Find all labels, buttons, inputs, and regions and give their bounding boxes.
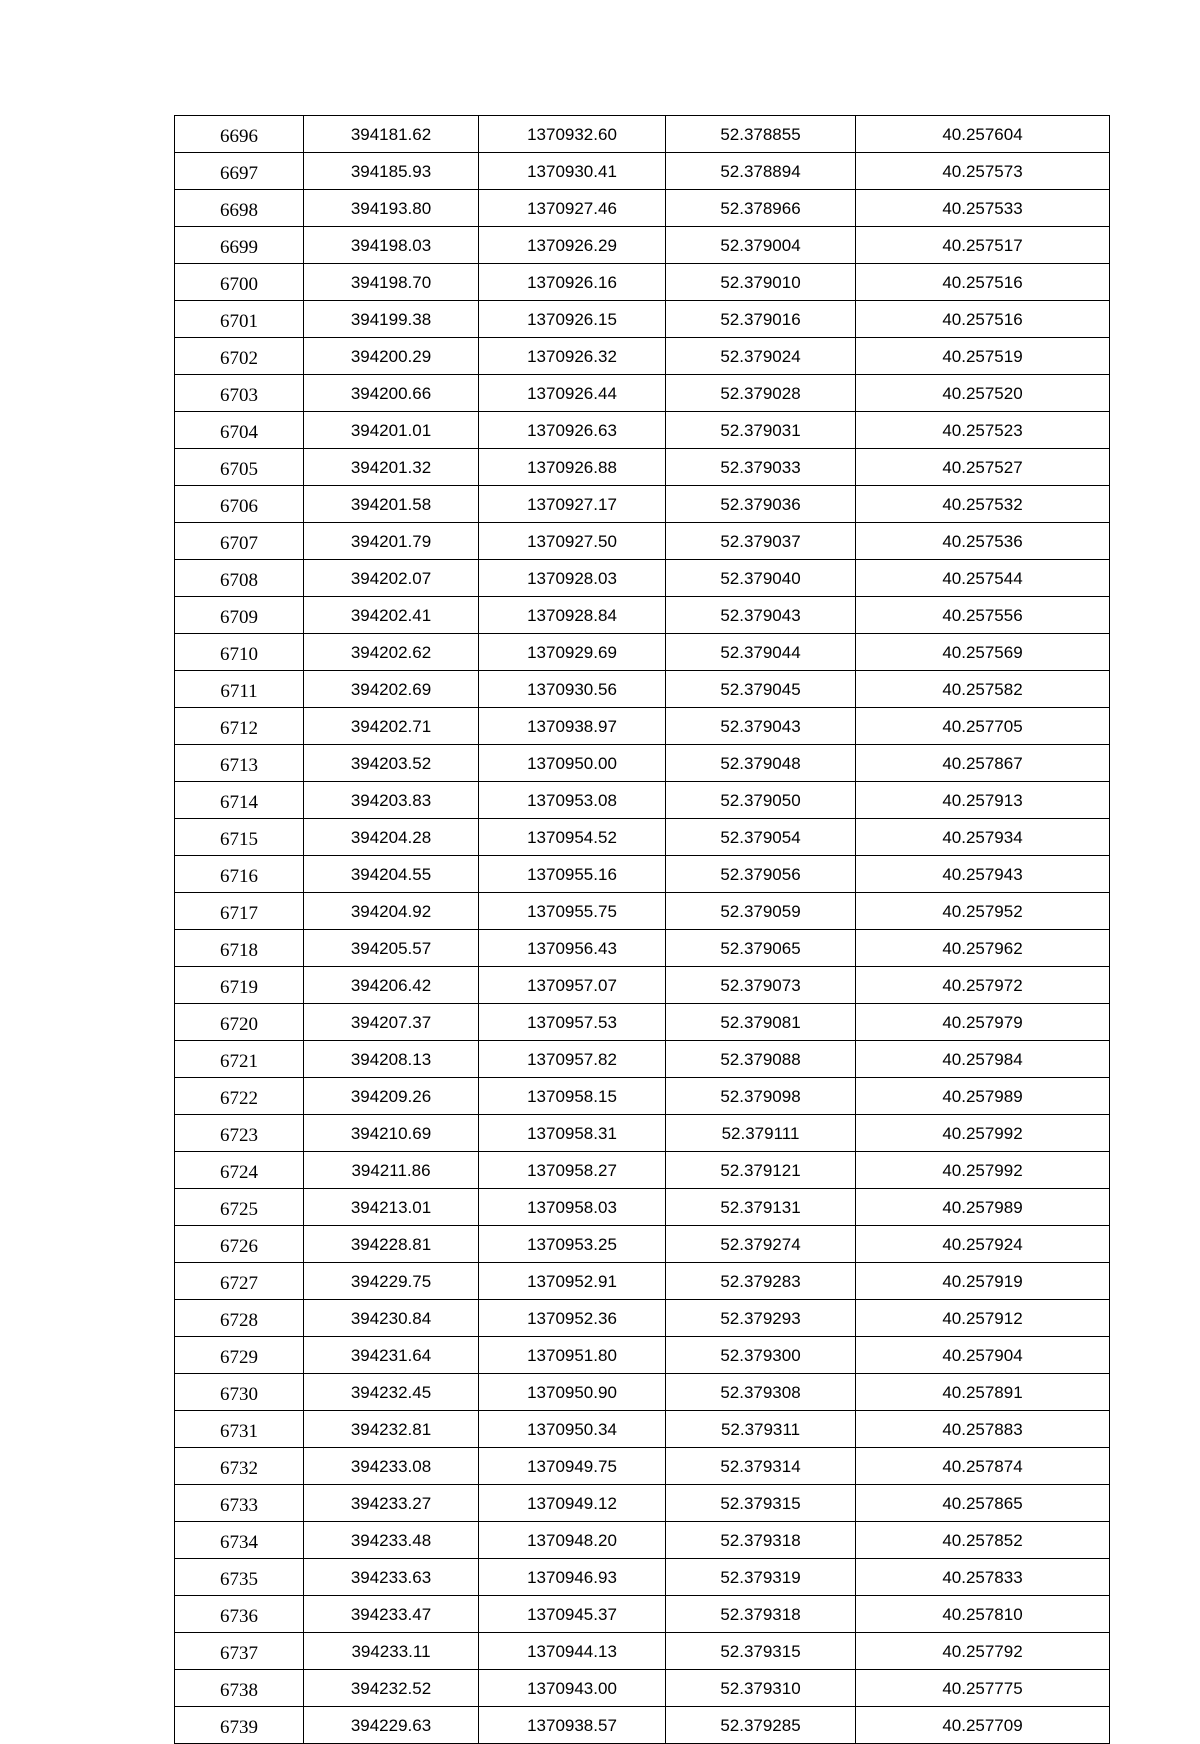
table-row: [175, 1448, 1110, 1485]
latitude-cell: 52.379300: [666, 1337, 856, 1374]
x-coordinate-cell: 394232.52: [304, 1670, 479, 1707]
longitude-cell: 40.257891: [856, 1374, 1110, 1411]
longitude-cell: 40.257962: [856, 930, 1110, 967]
latitude-cell: 52.379274: [666, 1226, 856, 1263]
x-coordinate-cell: 394202.07: [304, 560, 479, 597]
x-coordinate-cell: 394193.80: [304, 190, 479, 227]
point-number-cell: 6705: [175, 449, 304, 486]
latitude-cell: 52.379059: [666, 893, 856, 930]
table-row: [175, 375, 1110, 412]
longitude-cell: 40.257573: [856, 153, 1110, 190]
longitude-cell: 40.257517: [856, 227, 1110, 264]
table-row: [175, 1152, 1110, 1189]
y-coordinate-cell: 1370953.25: [479, 1226, 666, 1263]
point-number-cell: 6722: [175, 1078, 304, 1115]
table-row: [175, 1559, 1110, 1596]
table-row: [175, 1263, 1110, 1300]
longitude-cell: 40.257582: [856, 671, 1110, 708]
point-number-cell: 6706: [175, 486, 304, 523]
latitude-cell: 52.379111: [666, 1115, 856, 1152]
y-coordinate-cell: 1370949.75: [479, 1448, 666, 1485]
table-row: [175, 301, 1110, 338]
longitude-cell: 40.257943: [856, 856, 1110, 893]
point-number-cell: 6711: [175, 671, 304, 708]
y-coordinate-cell: 1370926.29: [479, 227, 666, 264]
longitude-cell: 40.257792: [856, 1633, 1110, 1670]
x-coordinate-cell: 394202.71: [304, 708, 479, 745]
table-row: [175, 1670, 1110, 1707]
longitude-cell: 40.257934: [856, 819, 1110, 856]
table-row: [175, 486, 1110, 523]
table-row: [175, 1337, 1110, 1374]
point-number-cell: 6703: [175, 375, 304, 412]
table-row: [175, 1411, 1110, 1448]
table-row: [175, 745, 1110, 782]
table-row: [175, 1300, 1110, 1337]
latitude-cell: 52.379285: [666, 1707, 856, 1744]
point-number-cell: 6736: [175, 1596, 304, 1633]
longitude-cell: 40.257544: [856, 560, 1110, 597]
point-number-cell: 6734: [175, 1522, 304, 1559]
latitude-cell: 52.379088: [666, 1041, 856, 1078]
point-number-cell: 6713: [175, 745, 304, 782]
longitude-cell: 40.257979: [856, 1004, 1110, 1041]
point-number-cell: 6707: [175, 523, 304, 560]
longitude-cell: 40.257992: [856, 1152, 1110, 1189]
y-coordinate-cell: 1370927.46: [479, 190, 666, 227]
x-coordinate-cell: 394213.01: [304, 1189, 479, 1226]
latitude-cell: 52.379308: [666, 1374, 856, 1411]
longitude-cell: 40.257992: [856, 1115, 1110, 1152]
y-coordinate-cell: 1370948.20: [479, 1522, 666, 1559]
y-coordinate-cell: 1370929.69: [479, 634, 666, 671]
y-coordinate-cell: 1370955.75: [479, 893, 666, 930]
y-coordinate-cell: 1370926.88: [479, 449, 666, 486]
longitude-cell: 40.257709: [856, 1707, 1110, 1744]
table-row: [175, 1485, 1110, 1522]
point-number-cell: 6737: [175, 1633, 304, 1670]
x-coordinate-cell: 394208.13: [304, 1041, 479, 1078]
latitude-cell: 52.379314: [666, 1448, 856, 1485]
coordinates-table: [174, 115, 1110, 1744]
table-row: [175, 523, 1110, 560]
point-number-cell: 6719: [175, 967, 304, 1004]
point-number-cell: 6712: [175, 708, 304, 745]
latitude-cell: 52.379318: [666, 1596, 856, 1633]
longitude-cell: 40.257989: [856, 1189, 1110, 1226]
table-row: [175, 1078, 1110, 1115]
table-row: [175, 560, 1110, 597]
x-coordinate-cell: 394204.28: [304, 819, 479, 856]
table-row: [175, 190, 1110, 227]
y-coordinate-cell: 1370958.15: [479, 1078, 666, 1115]
point-number-cell: 6738: [175, 1670, 304, 1707]
table-body: [175, 116, 1110, 1744]
point-number-cell: 6709: [175, 597, 304, 634]
longitude-cell: 40.257874: [856, 1448, 1110, 1485]
point-number-cell: 6704: [175, 412, 304, 449]
table-row: [175, 856, 1110, 893]
longitude-cell: 40.257556: [856, 597, 1110, 634]
longitude-cell: 40.257984: [856, 1041, 1110, 1078]
x-coordinate-cell: 394203.52: [304, 745, 479, 782]
latitude-cell: 52.379048: [666, 745, 856, 782]
longitude-cell: 40.257516: [856, 264, 1110, 301]
x-coordinate-cell: 394231.64: [304, 1337, 479, 1374]
x-coordinate-cell: 394203.83: [304, 782, 479, 819]
longitude-cell: 40.257536: [856, 523, 1110, 560]
latitude-cell: 52.379036: [666, 486, 856, 523]
point-number-cell: 6730: [175, 1374, 304, 1411]
longitude-cell: 40.257972: [856, 967, 1110, 1004]
y-coordinate-cell: 1370958.31: [479, 1115, 666, 1152]
table-row: [175, 1041, 1110, 1078]
x-coordinate-cell: 394201.01: [304, 412, 479, 449]
point-number-cell: 6729: [175, 1337, 304, 1374]
longitude-cell: 40.257810: [856, 1596, 1110, 1633]
table-row: [175, 1115, 1110, 1152]
point-number-cell: 6723: [175, 1115, 304, 1152]
y-coordinate-cell: 1370950.90: [479, 1374, 666, 1411]
x-coordinate-cell: 394229.75: [304, 1263, 479, 1300]
longitude-cell: 40.257775: [856, 1670, 1110, 1707]
table-row: [175, 1226, 1110, 1263]
x-coordinate-cell: 394198.03: [304, 227, 479, 264]
y-coordinate-cell: 1370952.91: [479, 1263, 666, 1300]
latitude-cell: 52.379310: [666, 1670, 856, 1707]
longitude-cell: 40.257604: [856, 116, 1110, 153]
x-coordinate-cell: 394204.55: [304, 856, 479, 893]
y-coordinate-cell: 1370928.84: [479, 597, 666, 634]
table-row: [175, 412, 1110, 449]
point-number-cell: 6701: [175, 301, 304, 338]
x-coordinate-cell: 394210.69: [304, 1115, 479, 1152]
y-coordinate-cell: 1370926.63: [479, 412, 666, 449]
latitude-cell: 52.379098: [666, 1078, 856, 1115]
latitude-cell: 52.378966: [666, 190, 856, 227]
longitude-cell: 40.257865: [856, 1485, 1110, 1522]
point-number-cell: 6721: [175, 1041, 304, 1078]
latitude-cell: 52.379056: [666, 856, 856, 893]
x-coordinate-cell: 394202.62: [304, 634, 479, 671]
table-row: [175, 671, 1110, 708]
y-coordinate-cell: 1370926.32: [479, 338, 666, 375]
longitude-cell: 40.257533: [856, 190, 1110, 227]
y-coordinate-cell: 1370927.17: [479, 486, 666, 523]
point-number-cell: 6697: [175, 153, 304, 190]
point-number-cell: 6716: [175, 856, 304, 893]
latitude-cell: 52.378855: [666, 116, 856, 153]
longitude-cell: 40.257952: [856, 893, 1110, 930]
table-row: [175, 1004, 1110, 1041]
y-coordinate-cell: 1370938.97: [479, 708, 666, 745]
y-coordinate-cell: 1370956.43: [479, 930, 666, 967]
y-coordinate-cell: 1370932.60: [479, 116, 666, 153]
latitude-cell: 52.379043: [666, 708, 856, 745]
latitude-cell: 52.379037: [666, 523, 856, 560]
latitude-cell: 52.378894: [666, 153, 856, 190]
longitude-cell: 40.257527: [856, 449, 1110, 486]
latitude-cell: 52.379073: [666, 967, 856, 1004]
point-number-cell: 6698: [175, 190, 304, 227]
y-coordinate-cell: 1370926.16: [479, 264, 666, 301]
x-coordinate-cell: 394185.93: [304, 153, 479, 190]
x-coordinate-cell: 394233.27: [304, 1485, 479, 1522]
table-row: [175, 967, 1110, 1004]
x-coordinate-cell: 394205.57: [304, 930, 479, 967]
table-row: [175, 819, 1110, 856]
longitude-cell: 40.257904: [856, 1337, 1110, 1374]
latitude-cell: 52.379318: [666, 1522, 856, 1559]
x-coordinate-cell: 394201.79: [304, 523, 479, 560]
latitude-cell: 52.379004: [666, 227, 856, 264]
y-coordinate-cell: 1370955.16: [479, 856, 666, 893]
x-coordinate-cell: 394209.26: [304, 1078, 479, 1115]
longitude-cell: 40.257883: [856, 1411, 1110, 1448]
point-number-cell: 6731: [175, 1411, 304, 1448]
y-coordinate-cell: 1370946.93: [479, 1559, 666, 1596]
latitude-cell: 52.379043: [666, 597, 856, 634]
table-row: [175, 449, 1110, 486]
longitude-cell: 40.257912: [856, 1300, 1110, 1337]
x-coordinate-cell: 394202.41: [304, 597, 479, 634]
y-coordinate-cell: 1370928.03: [479, 560, 666, 597]
latitude-cell: 52.379065: [666, 930, 856, 967]
y-coordinate-cell: 1370938.57: [479, 1707, 666, 1744]
latitude-cell: 52.379031: [666, 412, 856, 449]
x-coordinate-cell: 394229.63: [304, 1707, 479, 1744]
y-coordinate-cell: 1370927.50: [479, 523, 666, 560]
longitude-cell: 40.257516: [856, 301, 1110, 338]
x-coordinate-cell: 394201.58: [304, 486, 479, 523]
x-coordinate-cell: 394200.29: [304, 338, 479, 375]
y-coordinate-cell: 1370950.00: [479, 745, 666, 782]
x-coordinate-cell: 394233.08: [304, 1448, 479, 1485]
table-row: [175, 1189, 1110, 1226]
point-number-cell: 6733: [175, 1485, 304, 1522]
latitude-cell: 52.379283: [666, 1263, 856, 1300]
latitude-cell: 52.379044: [666, 634, 856, 671]
table-row: [175, 1522, 1110, 1559]
point-number-cell: 6699: [175, 227, 304, 264]
latitude-cell: 52.379081: [666, 1004, 856, 1041]
longitude-cell: 40.257532: [856, 486, 1110, 523]
table-row: [175, 227, 1110, 264]
y-coordinate-cell: 1370950.34: [479, 1411, 666, 1448]
latitude-cell: 52.379045: [666, 671, 856, 708]
y-coordinate-cell: 1370953.08: [479, 782, 666, 819]
longitude-cell: 40.257569: [856, 634, 1110, 671]
longitude-cell: 40.257867: [856, 745, 1110, 782]
y-coordinate-cell: 1370954.52: [479, 819, 666, 856]
latitude-cell: 52.379315: [666, 1633, 856, 1670]
latitude-cell: 52.379054: [666, 819, 856, 856]
latitude-cell: 52.379024: [666, 338, 856, 375]
latitude-cell: 52.379040: [666, 560, 856, 597]
y-coordinate-cell: 1370952.36: [479, 1300, 666, 1337]
latitude-cell: 52.379033: [666, 449, 856, 486]
point-number-cell: 6739: [175, 1707, 304, 1744]
x-coordinate-cell: 394211.86: [304, 1152, 479, 1189]
latitude-cell: 52.379131: [666, 1189, 856, 1226]
longitude-cell: 40.257919: [856, 1263, 1110, 1300]
table-row: [175, 597, 1110, 634]
point-number-cell: 6727: [175, 1263, 304, 1300]
table-row: [175, 153, 1110, 190]
latitude-cell: 52.379028: [666, 375, 856, 412]
y-coordinate-cell: 1370930.56: [479, 671, 666, 708]
y-coordinate-cell: 1370930.41: [479, 153, 666, 190]
x-coordinate-cell: 394232.81: [304, 1411, 479, 1448]
point-number-cell: 6718: [175, 930, 304, 967]
x-coordinate-cell: 394200.66: [304, 375, 479, 412]
table-row: [175, 1596, 1110, 1633]
point-number-cell: 6696: [175, 116, 304, 153]
y-coordinate-cell: 1370958.27: [479, 1152, 666, 1189]
x-coordinate-cell: 394207.37: [304, 1004, 479, 1041]
point-number-cell: 6714: [175, 782, 304, 819]
y-coordinate-cell: 1370944.13: [479, 1633, 666, 1670]
y-coordinate-cell: 1370951.80: [479, 1337, 666, 1374]
y-coordinate-cell: 1370957.82: [479, 1041, 666, 1078]
point-number-cell: 6735: [175, 1559, 304, 1596]
longitude-cell: 40.257705: [856, 708, 1110, 745]
y-coordinate-cell: 1370926.15: [479, 301, 666, 338]
longitude-cell: 40.257833: [856, 1559, 1110, 1596]
point-number-cell: 6724: [175, 1152, 304, 1189]
table-row: [175, 116, 1110, 153]
point-number-cell: 6720: [175, 1004, 304, 1041]
longitude-cell: 40.257924: [856, 1226, 1110, 1263]
x-coordinate-cell: 394233.47: [304, 1596, 479, 1633]
point-number-cell: 6708: [175, 560, 304, 597]
y-coordinate-cell: 1370957.53: [479, 1004, 666, 1041]
point-number-cell: 6726: [175, 1226, 304, 1263]
latitude-cell: 52.379121: [666, 1152, 856, 1189]
table-row: [175, 1374, 1110, 1411]
table-row: [175, 782, 1110, 819]
x-coordinate-cell: 394233.48: [304, 1522, 479, 1559]
latitude-cell: 52.379016: [666, 301, 856, 338]
y-coordinate-cell: 1370943.00: [479, 1670, 666, 1707]
latitude-cell: 52.379010: [666, 264, 856, 301]
y-coordinate-cell: 1370957.07: [479, 967, 666, 1004]
x-coordinate-cell: 394232.45: [304, 1374, 479, 1411]
x-coordinate-cell: 394233.11: [304, 1633, 479, 1670]
x-coordinate-cell: 394228.81: [304, 1226, 479, 1263]
point-number-cell: 6700: [175, 264, 304, 301]
point-number-cell: 6732: [175, 1448, 304, 1485]
y-coordinate-cell: 1370926.44: [479, 375, 666, 412]
latitude-cell: 52.379319: [666, 1559, 856, 1596]
x-coordinate-cell: 394233.63: [304, 1559, 479, 1596]
latitude-cell: 52.379315: [666, 1485, 856, 1522]
longitude-cell: 40.257989: [856, 1078, 1110, 1115]
table-row: [175, 634, 1110, 671]
x-coordinate-cell: 394201.32: [304, 449, 479, 486]
table-row: [175, 1633, 1110, 1670]
table-row: [175, 708, 1110, 745]
table-row: [175, 893, 1110, 930]
latitude-cell: 52.379311: [666, 1411, 856, 1448]
table-row: [175, 1707, 1110, 1744]
point-number-cell: 6710: [175, 634, 304, 671]
point-number-cell: 6725: [175, 1189, 304, 1226]
longitude-cell: 40.257519: [856, 338, 1110, 375]
longitude-cell: 40.257852: [856, 1522, 1110, 1559]
latitude-cell: 52.379050: [666, 782, 856, 819]
point-number-cell: 6717: [175, 893, 304, 930]
y-coordinate-cell: 1370958.03: [479, 1189, 666, 1226]
point-number-cell: 6728: [175, 1300, 304, 1337]
y-coordinate-cell: 1370949.12: [479, 1485, 666, 1522]
x-coordinate-cell: 394230.84: [304, 1300, 479, 1337]
x-coordinate-cell: 394199.38: [304, 301, 479, 338]
x-coordinate-cell: 394181.62: [304, 116, 479, 153]
table-row: [175, 338, 1110, 375]
table-row: [175, 264, 1110, 301]
table-row: [175, 930, 1110, 967]
longitude-cell: 40.257913: [856, 782, 1110, 819]
point-number-cell: 6715: [175, 819, 304, 856]
x-coordinate-cell: 394204.92: [304, 893, 479, 930]
y-coordinate-cell: 1370945.37: [479, 1596, 666, 1633]
longitude-cell: 40.257523: [856, 412, 1110, 449]
point-number-cell: 6702: [175, 338, 304, 375]
x-coordinate-cell: 394206.42: [304, 967, 479, 1004]
longitude-cell: 40.257520: [856, 375, 1110, 412]
x-coordinate-cell: 394198.70: [304, 264, 479, 301]
latitude-cell: 52.379293: [666, 1300, 856, 1337]
x-coordinate-cell: 394202.69: [304, 671, 479, 708]
